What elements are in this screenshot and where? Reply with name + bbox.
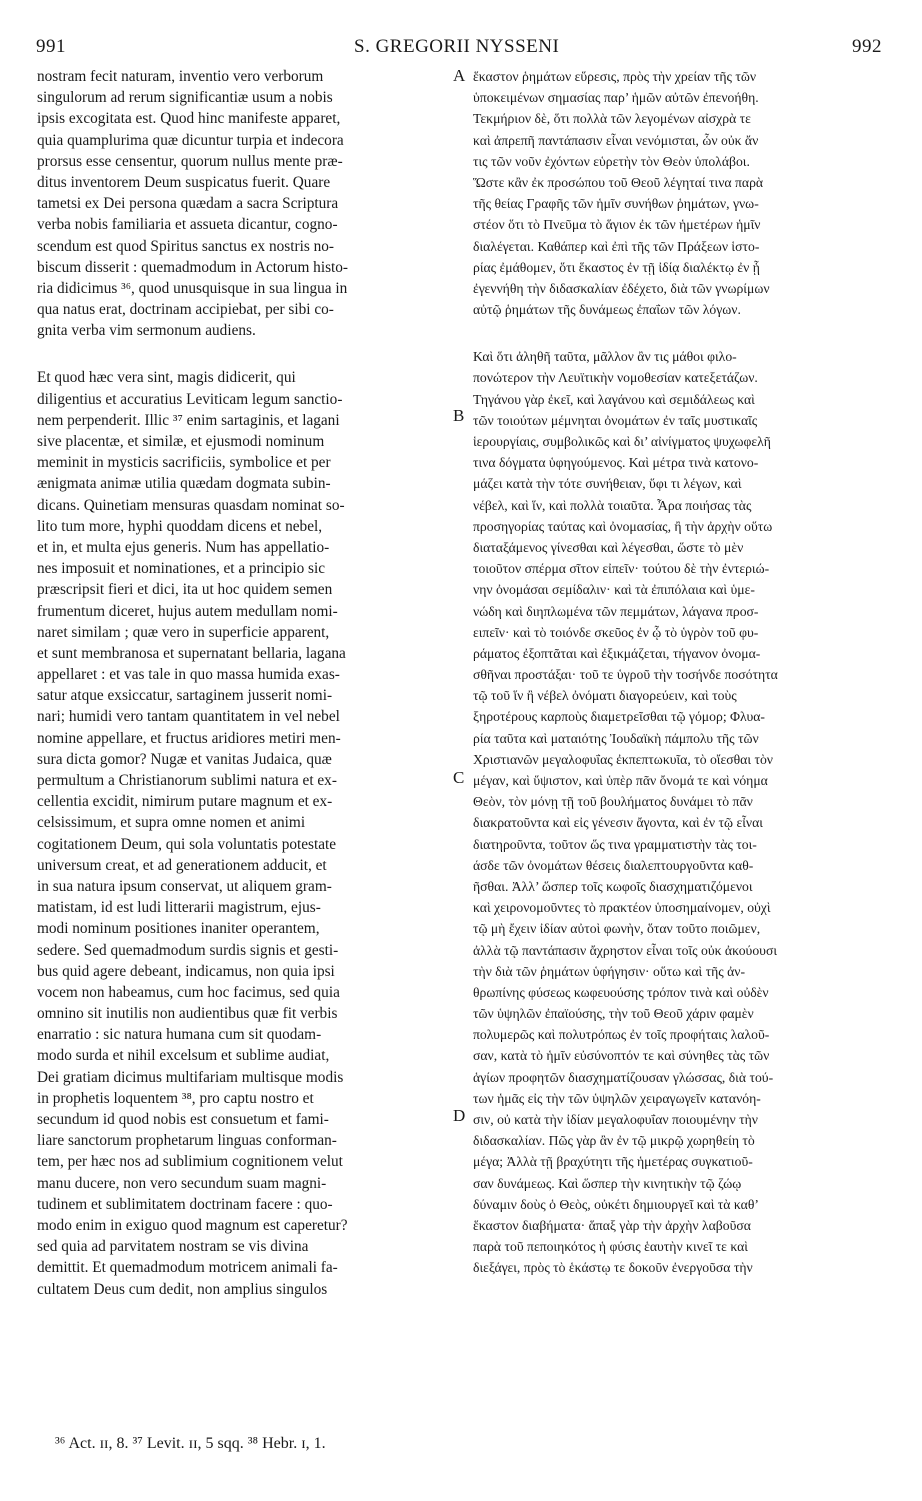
text-line: qua natus erat, doctrinam accipiebat, per sibi co- xyxy=(37,301,334,319)
text-line: τῶν ὑψηλῶν ἐπαϊούσης, τὴν τοῦ Θεοῦ χάριν φαμὲν xyxy=(473,1006,754,1022)
left-page-number: 991 xyxy=(36,36,66,57)
text-line: vocem non habeamus, cum hoc facimus, sed quia xyxy=(37,983,340,1001)
text-line: dicans. Quinetiam mensuras quasdam nominat so- xyxy=(37,496,345,514)
text-line: liare sanctorum prophetarum linguas conforman- xyxy=(37,1132,337,1150)
text-line: modo surda et nihil excelsum et sublime audiat, xyxy=(37,1047,330,1065)
latin-paragraph-1 xyxy=(37,66,449,341)
text-line: παρὰ τοῦ πεποιηκότος ἡ φύσις ἑαυτὴν κινεῖ τε καὶ xyxy=(473,1239,748,1255)
section-marker-a: A xyxy=(453,66,466,85)
text-line: singulorum ad rerum significantiæ usum a nobis xyxy=(37,89,333,107)
text-line: ὑποκειμένων σημασίας παρ’ ἡμῶν αὐτῶν ἐπενοήθη. xyxy=(473,90,759,106)
text-line: præscripsit fieri et dici, ita ut hoc quidem semen xyxy=(37,581,333,599)
text-line: διαλέγεται. Καθάπερ καὶ ἐπὶ τῆς τῶν Πράξεων ἱστο- xyxy=(473,238,760,254)
text-line: ἱερουργίαις, συμβολικῶς καὶ δι’ αἰνίγματος ψυχωφελῆ xyxy=(473,434,771,449)
text-line: τῷ μὴ ἔχειν ἰδίαν αὐτοὶ φωνὴν, ὅταν τοῦτο ποιῶμεν, xyxy=(473,921,761,937)
text-line: σθῆναι προστάξαι· τοῦ τε ὑγροῦ τὴν τοσήνδε ποσότητα xyxy=(473,667,778,683)
greek-paragraph-2 xyxy=(473,346,884,1278)
text-line: nes imposuit et nominationes, et a principio sic xyxy=(37,560,326,578)
page-header xyxy=(36,36,886,62)
text-line: πολυμερῶς καὶ πολυτρόπως ἐν τοῖς προφήταις λαλοῦ- xyxy=(473,1027,770,1043)
text-line: et sunt membranosa et supernatant bellaria, lagana xyxy=(37,644,346,662)
text-line: τινα δόγματα ὑφηγούμενος. Καὶ μέτρα τινὰ κατονο- xyxy=(473,455,759,471)
greek-column xyxy=(473,66,884,1279)
text-line: omnino sit inutilis non audientibus quæ fit verbis xyxy=(37,1005,338,1023)
section-marker-c: C xyxy=(453,768,465,787)
text-line: διακρατοῦντα καὶ εἰς γένεσιν ἄγοντα, καὶ ἐν τῷ εἶναι xyxy=(473,815,763,831)
text-line: μέγα; Ἀλλὰ τῇ βραχύτητι τῆς ἡμετέρας συγκατιοῦ- xyxy=(473,1154,753,1170)
text-line: ipsis excogitata est. Quod hinc manifeste apparet, xyxy=(37,110,341,128)
text-line: appellaret : et vas tale in quo massa humida exas- xyxy=(37,666,340,684)
greek-paragraph-1 xyxy=(473,66,884,320)
text-line: permultum a Christianorum sublimi natura et ex- xyxy=(37,772,337,789)
text-line: ἕκαστον ῥημάτων εὕρεσις, πρὸς τὴν χρείαν τῆς τῶν xyxy=(473,69,757,84)
text-line: tudinem et sublimitatem doctrinam facere : quo- xyxy=(37,1195,333,1213)
text-line: των ἡμᾶς εἰς τὴν τῶν ὑψηλῶν χειραγωγεῖν κατανόη- xyxy=(473,1090,761,1106)
text-line: ράματος ἐξοπτᾶται καὶ ἐξικμάζεται, τήγανον ὀνομα- xyxy=(473,645,761,661)
text-line: ἁγίων προφητῶν διασχηματίζουσαν γλώσσας, διὰ τού- xyxy=(473,1069,774,1085)
latin-column xyxy=(37,66,449,1300)
text-line: nari; humidi vero tantam quantitatem in vel nebel xyxy=(37,708,340,726)
text-line: verba nobis familiaria et assueta dicantur, cogno- xyxy=(37,216,338,234)
text-line: ditus inventorem Deum suspicatus fuerit. Quare xyxy=(37,173,331,191)
text-line: άσδε τῶν ὀνομάτων θέσεις διαλεπτουργοῦντα καθ- xyxy=(473,857,754,873)
running-title: S. GREGORII NYSSENI xyxy=(354,36,560,57)
text-line: tem, per hæc nos ad sublimium cognitionem velut xyxy=(37,1153,343,1171)
text-line: Τεκμήριον δὲ, ὅτι πολλὰ τῶν λεγομένων αἰσχρὰ τε xyxy=(473,111,751,127)
section-marker-b: B xyxy=(453,406,465,425)
text-line: diligentius et accuratius Leviticam legum sanctio- xyxy=(37,390,343,408)
text-line: τῆς θείας Γραφῆς τῶν ἡμῖν συνήθων ῥημάτων, γνω- xyxy=(473,196,759,212)
text-line: Τηγάνου γὰρ ἐκεῖ, καὶ λαγάνου καὶ σεμιδάλεως καὶ xyxy=(473,391,755,407)
text-line: ξηροτέρους καρποὺς διαμετρεῖσθαι τῷ γόμορ; Φλυα- xyxy=(473,709,765,725)
text-line: modi nominum positiones inaniter operantem, xyxy=(37,920,320,938)
text-line: μάζει κατὰ τὴν τότε συνήθειαν, ὕφι τι λέγων, καὶ xyxy=(473,476,742,492)
text-line: secundum id quod nobis est consuetum et fami- xyxy=(37,1111,329,1128)
text-line: celsissimum, et supra omne nomen et animi xyxy=(37,814,306,832)
text-line: καὶ χειρονομοῦντες τὸ πρακτέον ὑποσημαίνομεν, οὐχὶ xyxy=(473,900,771,916)
text-line: modo enim in exiguo quod magnum est caperetur? xyxy=(37,1216,348,1234)
text-line: tametsi ex Dei persona quædam a sacra Scriptura xyxy=(37,195,339,213)
text-line: σαν δυνάμεως. Καὶ ὥσπερ τὴν κινητικὴν τῷ ζώῳ xyxy=(473,1175,742,1191)
text-line: θρωπίνης φύσεως κωφευούσης τρόπον τινὰ καὶ οὐδὲν xyxy=(473,984,769,1000)
text-line: τὴν διὰ τῶν ῥημάτων ὑφήγησιν· οὕτω καὶ τῆς ἀν- xyxy=(473,963,746,979)
text-line: σιν, οὐ κατὰ τὴν ἰδίαν μεγαλοφυΐαν ποιουμένην τὴν xyxy=(473,1112,758,1127)
text-line: ειπεῖν· καὶ τὸ τοιόνδε σκεῦος ἐν ᾧ τὸ ὑγρὸν τοῦ φυ- xyxy=(473,624,759,640)
text-line: Et quod hæc vera sint, magis didicerit, qui xyxy=(37,369,296,387)
text-line: cogitationem Deum, qui sola voluntatis potestate xyxy=(37,835,337,853)
text-line: ἕκαστον διαβήματα· ἅπαξ γὰρ τὴν ἀρχὴν λαβοῦσα xyxy=(473,1217,751,1233)
text-line: διατηροῦντα, τοῦτον ὥς τινα γραμματιστὴν τὰς τοι- xyxy=(473,836,757,852)
text-line: Dei gratiam dicimus multifariam multisque modis xyxy=(37,1068,344,1086)
text-line: Χριστιανῶν μεγαλοφυΐας ἐκπεπτωκυῖα, τὸ οἴεσθαι τὸν xyxy=(473,751,773,767)
text-line: demittit. Et quemadmodum motricem animali fa- xyxy=(37,1259,338,1277)
text-line: ænigmata animæ utilia quædam dogmata subin- xyxy=(37,475,331,493)
footnotes: ³⁶ Act. ɪɪ, 8. ³⁷ Levit. ɪɪ, 5 sqq. ³⁸ Hebr. ɪ, 1. xyxy=(55,1435,326,1452)
right-page-number: 992 xyxy=(852,36,882,57)
text-line: manu ducere, non vero secundum suam magni- xyxy=(37,1174,327,1192)
text-line: διαταξάμενος γίνεσθαι καὶ λέγεσθαι, ὥστε τὸ μὲν xyxy=(473,539,744,555)
text-line: τῷ τοῦ ἵν ἢ νέβελ ὀνόματι διαγορεύειν, καὶ τοὺς xyxy=(473,688,737,704)
text-line: et in, et multa ejus generis. Num has appellatio- xyxy=(37,538,330,556)
text-line: ρίας ἐμάθομεν, ὅτι ἕκαστος ἐν τῇ ἰδίᾳ διαλέκτῳ ἐν ᾗ xyxy=(473,259,760,275)
text-line: νην ὀνομάσαι σεμίδαλιν· καὶ τὰ ἐπιπόλαια καὶ ὑμε- xyxy=(473,582,755,598)
text-line: καὶ ἀπρεπῆ παντάπασιν εἶναι νενόμισται, ὧν οὐκ ἄν xyxy=(473,132,759,148)
text-line: στέον ὅτι τὸ Πνεῦμα τὸ ἅγιον ἐκ τῶν ἡμετέρων ἡμῖν xyxy=(473,217,761,233)
text-line: cultatem Deus cum dedit, non amplius singulos xyxy=(37,1280,328,1298)
text-line: προσηγορίας ταύτας καὶ ὀνομασίας, ἢ τὴν ἀρχὴν οὕτω xyxy=(473,518,773,534)
text-line: ἐγεννήθη τὴν διδασκαλίαν ἐδέχετο, διὰ τῶν γνωρίμων xyxy=(473,280,770,296)
text-line: τοιοῦτον σπέρμα σῖτον εἰπεῖν· τούτου δὲ τὴν ἐντεριώ- xyxy=(473,561,770,577)
text-line: σαν, κατὰ τὸ ἡμῖν εὐσύνοπτόν τε καὶ σύνηθες τὰς τῶν xyxy=(473,1048,770,1064)
section-marker-d: D xyxy=(453,1106,466,1125)
text-line: scendum est quod Spiritus sanctus ex nostris no- xyxy=(37,237,334,255)
text-line: in sua natura ipsum conservat, ut aliquem gram- xyxy=(37,877,332,895)
text-line: quia quamplurima quæ dicuntur turpia et indecora xyxy=(37,131,344,149)
text-line: αὐτῷ ῥημάτων τῆς δυνάμεως ἐπαΐων τῶν λόγων. xyxy=(473,302,741,318)
text-line: δύναμιν δοὺς ὁ Θεὸς, οὐκέτι δημιουργεῖ καὶ τὰ καθ’ xyxy=(473,1196,759,1212)
text-line: nostram fecit naturam, inventio vero verborum xyxy=(37,68,324,85)
text-line: τις τῶν νοῦν ἐχόντων εὑρετὴν τὸν Θεὸν ὑπολάβοι. xyxy=(473,153,750,169)
text-line: gnita verba vim sermonum audiens. xyxy=(37,322,256,340)
text-line: bus quid agere debeant, indicamus, non quia ipsi xyxy=(37,962,335,980)
text-line: μέγαν, καὶ ὕψιστον, καὶ ὑπὲρ πᾶν ὄνομά τε καὶ νόημα xyxy=(473,773,768,788)
text-line: cellentia excidit, nimirum putare magnum et ex- xyxy=(37,793,333,811)
text-line: διεξάγει, πρὸς τὸ ἑκάστῳ τε δοκοῦν ἐνεργοῦσα τὴν xyxy=(473,1260,753,1276)
text-line: nomine appellare, et fructus aridiores metiri men- xyxy=(37,729,341,747)
text-line: ἀλλὰ τῷ παντάπασιν ἄχρηστον εἶναι τοῖς οὐκ ἀκούουσι xyxy=(473,942,778,958)
latin-paragraph-2 xyxy=(37,367,449,1299)
text-line: lito tum more, hyphi quoddam dicens et nebel, xyxy=(37,517,323,535)
text-line: ria didicimus ³⁶, quod unusquisque in sua lingua in xyxy=(37,279,348,297)
text-line: sed quia ad parvitatem nostram se vis divina xyxy=(37,1238,309,1256)
text-line: nem perpenderit. Illic ³⁷ enim sartaginis, et lagani xyxy=(37,411,340,429)
text-line: naret similam ; quæ vero in superficie apparent, xyxy=(37,623,330,641)
text-line: matistam, id est ludi litterarii magistrum, ejus- xyxy=(37,899,321,917)
text-line: enarratio : sic natura humana cum sit quodam- xyxy=(37,1026,322,1044)
text-line: τῶν τοιούτων μέμνηται ὀνομάτων ἐν ταῖς μυστικαῖς xyxy=(473,412,758,428)
text-line: Καὶ ὅτι ἀληθῆ ταῦτα, μᾶλλον ἂν τις μάθοι φιλο- xyxy=(473,349,737,365)
text-line: universum creat, et ad generationem adducit, et xyxy=(37,856,327,874)
text-line: Θεὸν, τὸν μόνῃ τῇ τοῦ βουλήματος δυνάμει τὸ πᾶν xyxy=(473,794,753,810)
text-line: meminit in mysticis sacrificiis, symbolice et per xyxy=(37,454,331,472)
text-line: biscum disserit : quemadmodum in Actorum histo- xyxy=(37,258,349,276)
text-line: sedere. Sed quemadmodum surdis signis et gesti- xyxy=(37,941,339,959)
text-line: ρία ταῦτα καὶ ματαιότης Ἰουδαϊκὴ πάμπολυ τῆς τῶν xyxy=(473,730,759,746)
text-line: prorsus esse censentur, quorum nullus mente præ- xyxy=(37,152,343,170)
text-line: Ὥστε κἂν ἐκ προσώπου τοῦ Θεοῦ λέγηταί τινα παρὰ xyxy=(473,174,764,190)
text-line: νέβελ, καὶ ἵν, καὶ πολλὰ τοιαῦτα. Ἆρα ποιήσας τὰς xyxy=(473,497,752,513)
text-line: πονώτερον τὴν Λευϊτικὴν νομοθεσίαν κατεξετάζων. xyxy=(473,370,758,386)
text-line: frumentum diceret, hujus autem medullam nomi- xyxy=(37,602,338,620)
text-line: sura dicta gomor? Nugæ et vanitas Judaica, quæ xyxy=(37,750,332,768)
text-line: sive placentæ, et similæ, et ejusmodi nominum xyxy=(37,433,325,450)
text-line: in prophetis loquentem ³⁸, pro captu nostro et xyxy=(37,1089,314,1107)
text-line: διδασκαλίαν. Πῶς γὰρ ἂν ἐν τῷ μικρῷ χωρηθείη τὸ xyxy=(473,1133,755,1149)
text-line: νώδη καὶ διηπλωμένα τῶν πεμμάτων, λάγανα προσ- xyxy=(473,603,759,619)
text-line: satur atque exsiccatur, sartaginem jusserit nomi- xyxy=(37,687,333,705)
text-line: ῆσθαι. Ἀλλ’ ὥσπερ τοῖς κωφοῖς διασχηματιζόμενοι xyxy=(473,878,753,894)
